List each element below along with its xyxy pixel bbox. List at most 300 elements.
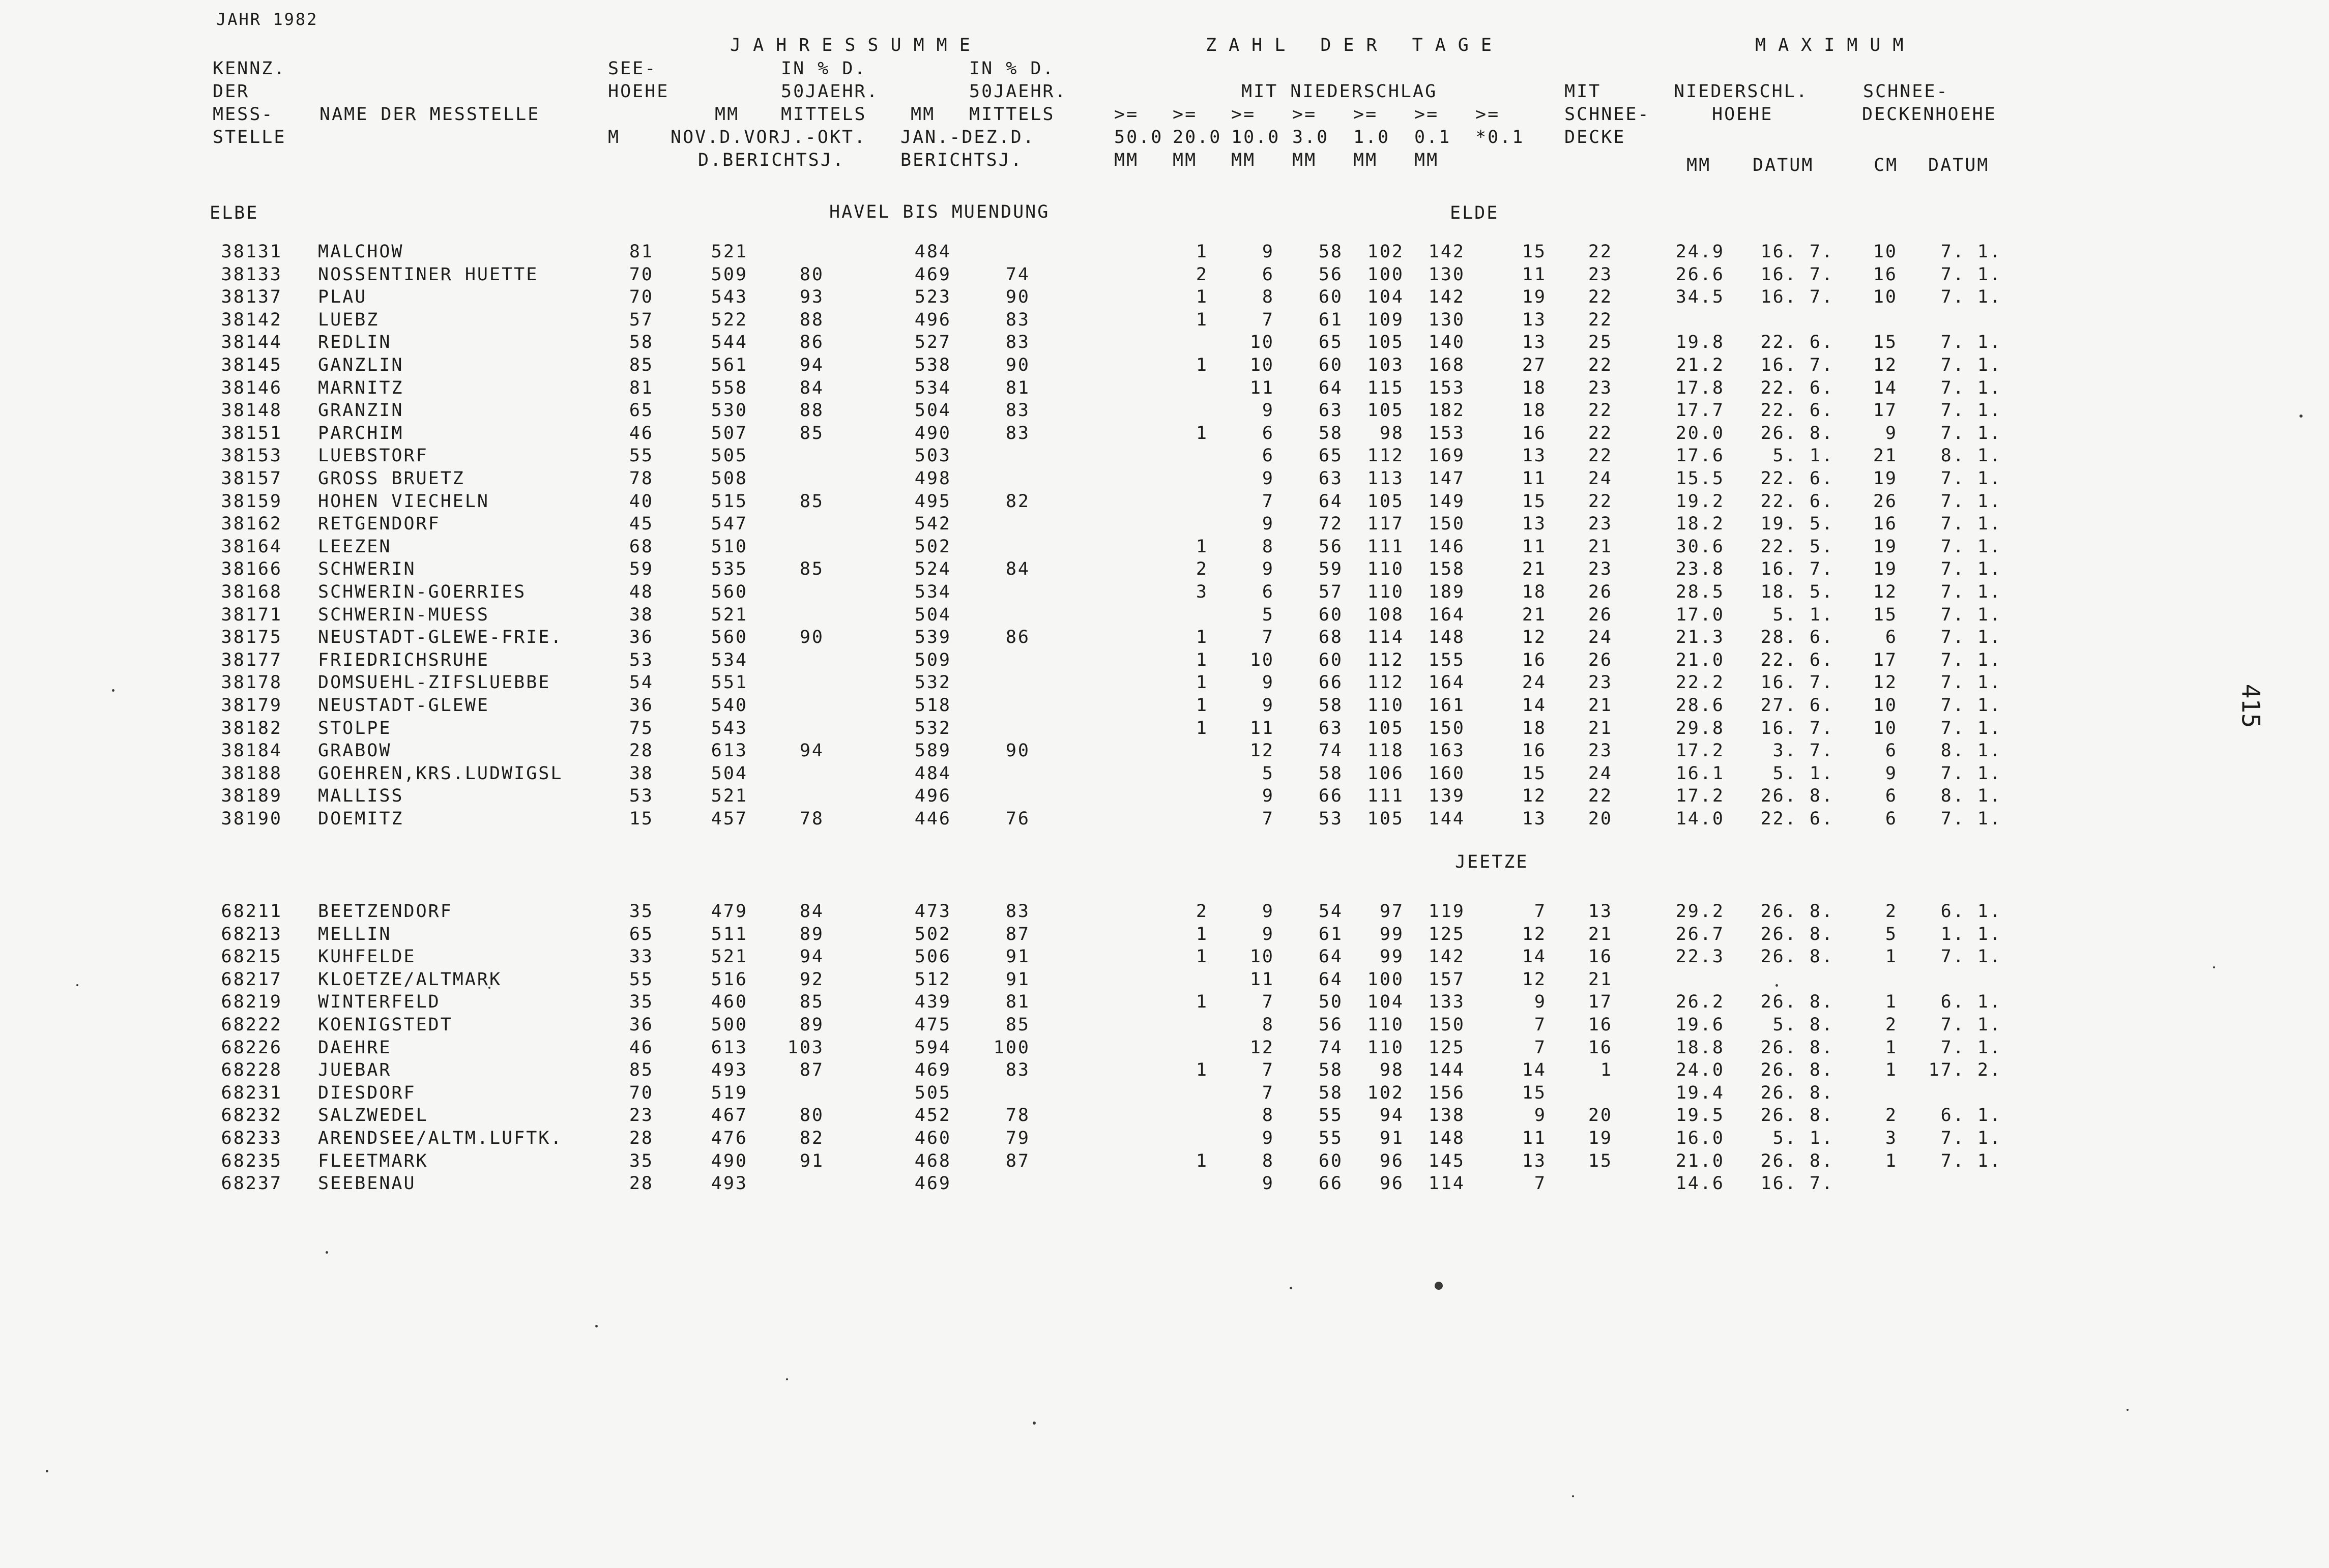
table-cell: KOENIGSTEDT [318, 1015, 453, 1035]
table-cell: 534 [914, 377, 951, 398]
table-cell: 495 [914, 491, 951, 512]
table-cell: 78 [629, 468, 654, 489]
table-cell: 7. 1. [1940, 1128, 2002, 1148]
table-cell: 96 [1379, 1150, 1404, 1171]
table-cell: 56 [1318, 1015, 1343, 1035]
table-cell: 53 [1318, 809, 1343, 829]
table-cell: 36 [629, 627, 654, 648]
table-cell: 9 [1262, 559, 1274, 580]
table-cell: 156 [1428, 1082, 1465, 1103]
table-cell: 542 [914, 514, 951, 535]
table-cell: 22. 6. [1760, 377, 1834, 398]
table-cell: 33 [629, 946, 654, 967]
table-cell: 28 [629, 1173, 654, 1194]
table-cell: 1 [1885, 992, 1898, 1013]
table-cell: 7 [1534, 1173, 1547, 1194]
table-cell: 561 [711, 355, 748, 375]
header-pct2-line: BERICHTSJ. [900, 150, 1023, 170]
table-cell: 40 [629, 491, 654, 512]
table-cell: 10 [1873, 718, 1898, 738]
table-cell: 74 [1005, 264, 1030, 285]
table-cell: 79 [1005, 1128, 1030, 1148]
table-cell: 97 [1379, 901, 1404, 922]
header-schnee-deckenhoehe-line: DECKENHOEHE [1862, 104, 1997, 125]
table-cell: 38153 [221, 446, 282, 466]
table-cell: 29.2 [1675, 901, 1725, 922]
table-cell: 58 [1318, 1060, 1343, 1081]
header-threshold-line: >= [1173, 104, 1198, 125]
table-cell: SCHWERIN [318, 559, 416, 580]
table-cell: 46 [629, 423, 654, 443]
table-cell: 98 [1379, 1060, 1404, 1081]
table-cell: 113 [1367, 468, 1404, 489]
table-cell: 18.8 [1675, 1037, 1725, 1058]
table-cell: 89 [799, 924, 824, 944]
table-cell: 23 [1588, 377, 1613, 398]
table-cell: 523 [914, 287, 951, 308]
table-cell: 21 [1588, 536, 1613, 557]
table-cell: 11 [1249, 377, 1274, 398]
header-mm-nov-line: NOV.D.VORJ.-OKT. [671, 127, 867, 147]
table-cell: 55 [1318, 1128, 1343, 1148]
dust-speck [2299, 415, 2303, 418]
header-threshold-line: 3.0 [1292, 127, 1329, 147]
table-cell: 15 [1522, 491, 1547, 512]
table-cell: 148 [1428, 1128, 1465, 1148]
table-cell: 38142 [221, 309, 282, 330]
table-cell: 83 [1005, 309, 1030, 330]
table-cell: 26. 8. [1760, 992, 1834, 1013]
table-cell: 60 [1318, 1150, 1343, 1171]
table-cell: 18 [1522, 582, 1547, 602]
table-cell: 27 [1522, 355, 1547, 375]
table-cell: GRABOW [318, 741, 392, 761]
table-cell: 16. 7. [1760, 718, 1834, 738]
table-cell: 544 [711, 332, 748, 353]
table-cell: 54 [1318, 901, 1343, 922]
table-cell: 6 [1885, 809, 1898, 829]
table-cell: 87 [799, 1060, 824, 1081]
header-mm-jan-line: JAN.-DEZ.D. [900, 127, 1035, 147]
table-cell: 161 [1428, 695, 1465, 716]
table-cell: 24.0 [1675, 1060, 1725, 1081]
table-cell: 1 [1196, 672, 1208, 693]
table-cell: 55 [629, 969, 654, 990]
table-cell: 467 [711, 1105, 748, 1126]
table-cell: 66 [1318, 1173, 1343, 1194]
table-cell: 10 [1249, 649, 1274, 670]
table-cell: 9 [1885, 763, 1898, 784]
table-cell: 38175 [221, 627, 282, 648]
table-cell: 38178 [221, 672, 282, 693]
header-threshold-line: *0.1 [1475, 127, 1525, 147]
table-cell: 534 [711, 649, 748, 670]
table-cell: 527 [914, 332, 951, 353]
table-cell: 22 [1588, 309, 1613, 330]
table-cell: 15 [1522, 242, 1547, 262]
table-cell: 493 [711, 1060, 748, 1081]
table-cell: 9 [1262, 1173, 1274, 1194]
table-cell: 2 [1885, 901, 1898, 922]
table-cell: 7. 1. [1940, 718, 2002, 738]
table-cell: 133 [1428, 992, 1465, 1013]
table-cell: 38 [629, 763, 654, 784]
table-cell: MELLIN [318, 924, 392, 944]
table-cell: 38182 [221, 718, 282, 738]
table-cell: 8 [1262, 536, 1274, 557]
table-cell: 87 [1005, 1150, 1030, 1171]
header-threshold-line: MM [1292, 150, 1317, 170]
table-cell: 484 [914, 242, 951, 262]
table-cell: 9 [1262, 695, 1274, 716]
table-cell: SEEBENAU [318, 1173, 416, 1194]
table-cell: 7. 1. [1940, 1150, 2002, 1171]
table-cell: 19 [1588, 1128, 1613, 1148]
table-cell: 24 [1588, 627, 1613, 648]
table-cell: 7. 1. [1940, 332, 2002, 353]
table-cell: 9 [1262, 468, 1274, 489]
table-cell: 21 [1873, 446, 1898, 466]
table-cell: 475 [914, 1015, 951, 1035]
table-cell: LUEBSTORF [318, 446, 428, 466]
header-mit-niederschlag: MIT NIEDERSCHLAG [1241, 81, 1438, 102]
table-cell: 12 [1249, 741, 1274, 761]
table-cell: 68235 [221, 1150, 282, 1171]
header-threshold-line: 50.0 [1114, 127, 1163, 147]
table-cell: 7 [1262, 809, 1274, 829]
table-cell: 12 [1522, 627, 1547, 648]
table-cell: 114 [1428, 1173, 1465, 1194]
table-cell: 6. 1. [1940, 1105, 2002, 1126]
header-mm-nov-line: MM [715, 104, 740, 125]
table-cell: JUEBAR [318, 1060, 392, 1081]
dust-speck [326, 1251, 328, 1254]
table-cell: 446 [914, 809, 951, 829]
table-cell: ARENDSEE/ALTM.LUFTK. [318, 1128, 563, 1148]
table-cell: 38164 [221, 536, 282, 557]
table-cell: 99 [1379, 924, 1404, 944]
table-cell: 16. 7. [1760, 264, 1834, 285]
table-cell: 18. 5. [1760, 582, 1834, 602]
table-cell: 28.5 [1675, 582, 1725, 602]
table-cell: 10 [1249, 332, 1274, 353]
table-cell: 13 [1522, 809, 1547, 829]
table-cell: 15 [1873, 332, 1898, 353]
table-cell: 53 [629, 649, 654, 670]
table-cell: 28.6 [1675, 695, 1725, 716]
table-cell: 153 [1428, 377, 1465, 398]
table-cell: 68232 [221, 1105, 282, 1126]
table-cell: 85 [1005, 1015, 1030, 1035]
table-cell: 510 [711, 536, 748, 557]
table-cell: 538 [914, 355, 951, 375]
table-cell: 6 [1885, 627, 1898, 648]
table-cell: 23 [1588, 741, 1613, 761]
table-cell: 45 [629, 514, 654, 535]
table-cell: 20 [1588, 1105, 1613, 1126]
table-cell: 70 [629, 287, 654, 308]
table-cell: 110 [1367, 1037, 1404, 1058]
table-cell: 38190 [221, 809, 282, 829]
table-cell: 24 [1522, 672, 1547, 693]
table-cell: 94 [799, 741, 824, 761]
table-cell: 22.2 [1675, 672, 1725, 693]
table-cell: 468 [914, 1150, 951, 1171]
table-cell: 108 [1367, 604, 1404, 625]
table-cell: 38179 [221, 695, 282, 716]
table-cell: 158 [1428, 559, 1465, 580]
table-cell: 68 [629, 536, 654, 557]
table-cell: 38159 [221, 491, 282, 512]
table-cell: 26.6 [1675, 264, 1725, 285]
table-cell: 11 [1522, 468, 1547, 489]
table-cell: 518 [914, 695, 951, 716]
table-cell: 23 [1588, 559, 1613, 580]
table-cell: 35 [629, 901, 654, 922]
table-cell: 530 [711, 400, 748, 421]
table-cell: 100 [1367, 969, 1404, 990]
table-cell: 5. 1. [1772, 604, 1834, 625]
table-cell: SCHWERIN-GOERRIES [318, 582, 527, 602]
table-cell: 74 [1318, 741, 1343, 761]
table-cell: 19.6 [1675, 1015, 1725, 1035]
table-cell: 94 [799, 946, 824, 967]
table-cell: 109 [1367, 309, 1404, 330]
table-cell: 10 [1873, 695, 1898, 716]
table-cell: 83 [1005, 423, 1030, 443]
table-cell: 5. 1. [1772, 446, 1834, 466]
table-cell: 139 [1428, 786, 1465, 807]
table-cell: 105 [1367, 400, 1404, 421]
table-cell: 558 [711, 377, 748, 398]
table-cell: 490 [711, 1150, 748, 1171]
table-cell: 82 [799, 1128, 824, 1148]
table-cell: KUHFELDE [318, 946, 416, 967]
table-cell: 26.7 [1675, 924, 1725, 944]
table-cell: BEETZENDORF [318, 901, 453, 922]
table-cell: 13 [1522, 332, 1547, 353]
table-cell: 24 [1588, 763, 1613, 784]
table-cell: 2 [1196, 559, 1208, 580]
table-cell: 6 [1262, 264, 1274, 285]
table-cell: 130 [1428, 309, 1465, 330]
table-cell: 14.0 [1675, 809, 1725, 829]
table-cell: 112 [1367, 649, 1404, 670]
table-cell: 1 [1885, 946, 1898, 967]
table-cell: 452 [914, 1105, 951, 1126]
table-cell: 91 [1005, 946, 1030, 967]
dust-speck [1290, 1287, 1292, 1289]
table-cell: 157 [1428, 969, 1465, 990]
table-cell: 1 [1196, 1060, 1208, 1081]
table-cell: 8 [1262, 287, 1274, 308]
table-cell: 560 [711, 627, 748, 648]
table-cell: 90 [1005, 355, 1030, 375]
year-label: JAHR 1982 [216, 10, 318, 29]
table-cell: 7. 1. [1940, 695, 2002, 716]
header-pct1-line: IN % D. [781, 58, 867, 79]
table-cell: 18 [1522, 718, 1547, 738]
table-cell: 8. 1. [1940, 446, 2002, 466]
table-cell: LEEZEN [318, 536, 392, 557]
river-label: ELBE [210, 203, 259, 223]
table-cell: 9 [1262, 924, 1274, 944]
table-cell: 14 [1522, 946, 1547, 967]
table-cell: 522 [711, 309, 748, 330]
table-cell: 8 [1262, 1105, 1274, 1126]
table-cell: 104 [1367, 287, 1404, 308]
table-cell: GOEHREN,KRS.LUDWIGSL [318, 763, 563, 784]
table-cell: 117 [1367, 514, 1404, 535]
table-cell: 543 [711, 718, 748, 738]
table-cell: 7. 1. [1940, 468, 2002, 489]
table-cell: 90 [1005, 287, 1030, 308]
table-cell: 19 [1522, 287, 1547, 308]
table-cell: 8 [1262, 1015, 1274, 1035]
table-cell: 1 [1196, 924, 1208, 944]
table-cell: NEUSTADT-GLEWE-FRIE. [318, 627, 563, 648]
header-pct1-line: D.BERICHTSJ. [698, 150, 845, 170]
table-cell: WINTERFELD [318, 992, 441, 1013]
table-cell: 7 [1262, 627, 1274, 648]
table-cell: 476 [711, 1128, 748, 1148]
table-cell: 78 [1005, 1105, 1030, 1126]
table-cell: 21 [1588, 718, 1613, 738]
table-cell: 22 [1588, 423, 1613, 443]
table-cell: 63 [1318, 468, 1343, 489]
table-cell: 145 [1428, 1150, 1465, 1171]
table-cell: 19.5 [1675, 1105, 1725, 1126]
dust-speck [1775, 984, 1778, 987]
table-cell: 12 [1873, 582, 1898, 602]
table-cell: 63 [1318, 718, 1343, 738]
table-cell: 92 [799, 969, 824, 990]
table-cell: 1 [1196, 355, 1208, 375]
table-cell: 26. 8. [1760, 1060, 1834, 1081]
header-niederschl-hoehe-line: NIEDERSCHL. [1674, 81, 1809, 102]
table-cell: 1 [1196, 946, 1208, 967]
table-cell: 38133 [221, 264, 282, 285]
header-threshold-line: 10.0 [1231, 127, 1280, 147]
table-cell: 22.3 [1675, 946, 1725, 967]
header-threshold-line: >= [1231, 104, 1256, 125]
table-cell: 7. 1. [1940, 377, 2002, 398]
dust-speck [595, 1325, 598, 1327]
table-cell: 498 [914, 468, 951, 489]
table-cell: 68215 [221, 946, 282, 967]
table-cell: 613 [711, 741, 748, 761]
table-cell: 104 [1367, 992, 1404, 1013]
table-cell: 70 [629, 264, 654, 285]
table-cell: 9 [1534, 992, 1547, 1013]
table-cell: 119 [1428, 901, 1465, 922]
table-cell: 64 [1318, 491, 1343, 512]
table-cell: MALLISS [318, 786, 404, 807]
table-cell: 457 [711, 809, 748, 829]
table-cell: 26. 8. [1760, 423, 1834, 443]
table-cell: 506 [914, 946, 951, 967]
table-cell: 46 [629, 1037, 654, 1058]
table-cell: 9 [1262, 514, 1274, 535]
table-cell: 15 [1588, 1150, 1613, 1171]
table-cell: 65 [1318, 446, 1343, 466]
table-cell: 30.6 [1675, 536, 1725, 557]
table-cell: 58 [1318, 423, 1343, 443]
table-cell: 6 [1262, 582, 1274, 602]
header-unit-right: DATUM [1753, 155, 1814, 175]
table-cell: 29.8 [1675, 718, 1725, 738]
table-cell: 75 [629, 718, 654, 738]
header-threshold-line: MM [1173, 150, 1198, 170]
table-cell: 102 [1367, 1082, 1404, 1103]
table-cell: 65 [1318, 332, 1343, 353]
table-cell: 88 [799, 400, 824, 421]
table-cell: 26. 8. [1760, 1150, 1834, 1171]
table-cell: 18.2 [1675, 514, 1725, 535]
header-schnee-deckenhoehe-line: SCHNEE- [1863, 81, 1949, 102]
table-cell: 22 [1588, 400, 1613, 421]
table-cell: 539 [914, 627, 951, 648]
table-cell: 16. 7. [1760, 672, 1834, 693]
table-cell: 138 [1428, 1105, 1465, 1126]
table-cell: 68211 [221, 901, 282, 922]
table-cell: 496 [914, 786, 951, 807]
table-cell: 16 [1522, 423, 1547, 443]
table-cell: 20 [1588, 809, 1613, 829]
dust-speck [76, 984, 78, 986]
group-header-maximum: MAXIMUM [1755, 35, 1916, 55]
table-cell: 7 [1262, 1082, 1274, 1103]
table-cell: 53 [629, 786, 654, 807]
table-cell: 18 [1522, 400, 1547, 421]
table-cell: 16.0 [1675, 1128, 1725, 1148]
table-cell: 103 [1367, 355, 1404, 375]
table-cell: 21 [1588, 924, 1613, 944]
header-threshold-line: 1.0 [1353, 127, 1390, 147]
table-cell: 36 [629, 1015, 654, 1035]
table-cell: MARNITZ [318, 377, 404, 398]
header-schneedecke-line: DECKE [1564, 127, 1626, 147]
table-cell: 500 [711, 1015, 748, 1035]
table-cell: 504 [711, 763, 748, 784]
table-cell: 19.2 [1675, 491, 1725, 512]
table-cell: 23.8 [1675, 559, 1725, 580]
table-cell: 551 [711, 672, 748, 693]
table-cell: 35 [629, 992, 654, 1013]
table-cell: 22 [1588, 355, 1613, 375]
table-cell: 189 [1428, 582, 1465, 602]
table-cell: 1 [1196, 287, 1208, 308]
table-cell: 26. 8. [1760, 1082, 1834, 1103]
table-cell: 3 [1196, 582, 1208, 602]
table-cell: 70 [629, 1082, 654, 1103]
table-cell: 105 [1367, 718, 1404, 738]
table-cell: REDLIN [318, 332, 392, 353]
table-cell: 83 [1005, 1060, 1030, 1081]
table-cell: 10 [1873, 242, 1898, 262]
table-cell: 19. 5. [1760, 514, 1834, 535]
header-threshold-line: >= [1414, 104, 1439, 125]
table-cell: SCHWERIN-MUESS [318, 604, 490, 625]
table-cell: 10 [1873, 287, 1898, 308]
table-cell: 72 [1318, 514, 1343, 535]
table-cell: 496 [914, 309, 951, 330]
table-cell: 65 [629, 400, 654, 421]
table-cell: 85 [799, 559, 824, 580]
table-cell: 38148 [221, 400, 282, 421]
table-cell: NEUSTADT-GLEWE [318, 695, 490, 716]
header-kennz-line: KENNZ. [213, 58, 286, 79]
